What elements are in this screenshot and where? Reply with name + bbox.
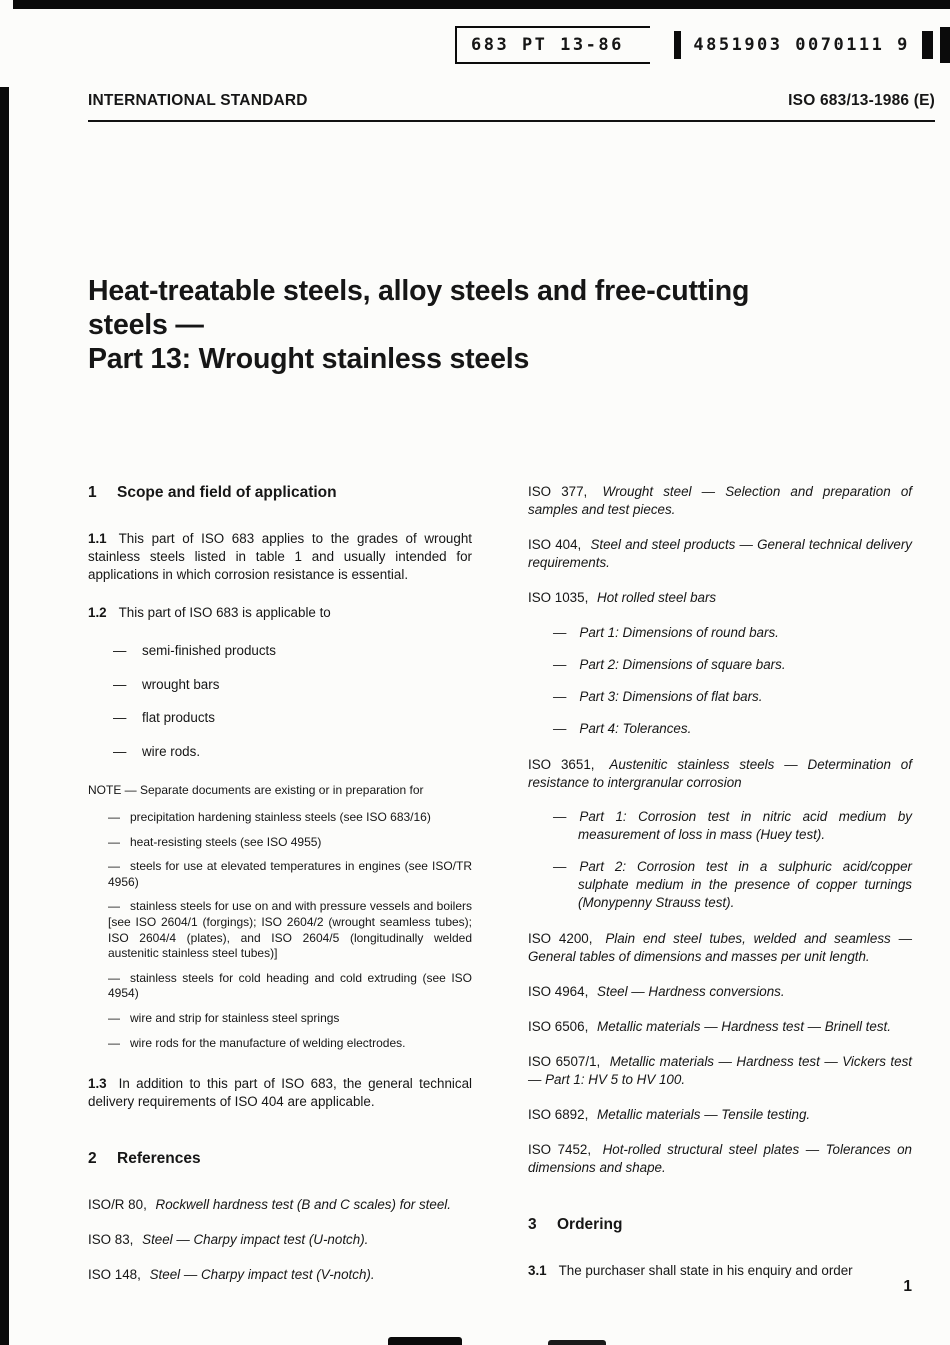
dash-bullet: — (113, 710, 127, 726)
reference-parts-list (528, 624, 912, 738)
note-block (88, 783, 472, 1051)
scan-artifact-bottom-mark (388, 1337, 462, 1345)
note-item-text: wire and strip for stainless steel springs (130, 1010, 340, 1025)
section-2-number: 2 (88, 1150, 97, 1168)
list-item-text: wrought bars (142, 676, 220, 692)
clause-1-3-number: 1.3 (88, 1076, 107, 1092)
clause-3-1-text: The purchaser shall state in his enquiry and order (558, 1262, 853, 1278)
reference-part (553, 808, 912, 844)
reference-title: Steel — Hardness conversions. (597, 984, 785, 1000)
reference-code: ISO 3651, (528, 756, 595, 772)
dash-bullet: — (553, 720, 567, 736)
right-column (528, 483, 912, 1301)
dash-bullet: — (553, 656, 567, 672)
clause-1-2 (88, 604, 472, 622)
reference-code: ISO/R 80, (88, 1196, 147, 1212)
reference-code: ISO 4200, (528, 931, 593, 947)
note-item (88, 899, 472, 961)
scan-artifact-top-edge (13, 0, 950, 9)
scan-artifact-left-edge (0, 87, 9, 1345)
list-item (113, 743, 472, 761)
header-standard-number: ISO 683/13-1986 (E) (788, 92, 935, 109)
reference-entry (88, 1231, 472, 1249)
document-code-header (455, 26, 950, 64)
barcode-mark-left (674, 31, 682, 59)
page-number: 1 (903, 1278, 912, 1295)
reference-parts-list (528, 808, 912, 912)
left-column (88, 483, 472, 1301)
dash-bullet: — (108, 859, 120, 874)
note-item (88, 810, 472, 826)
dash-bullet: — (108, 1010, 120, 1025)
reference-part (553, 624, 912, 642)
reference-code: ISO 6506, (528, 1019, 589, 1035)
reference-entry (88, 1196, 472, 1214)
reference-entry (528, 483, 912, 519)
list-item (113, 709, 472, 727)
reference-code: ISO 4964, (528, 984, 589, 1000)
clause-3-1-number: 3.1 (528, 1262, 547, 1278)
document-code-left: 683 PT 13-86 (471, 35, 624, 55)
list-item-text: wire rods. (142, 744, 201, 760)
header-rule (88, 120, 935, 122)
list-item (113, 676, 472, 694)
dash-bullet: — (108, 809, 120, 824)
dash-bullet: — (108, 1035, 120, 1050)
reference-code: ISO 404, (528, 536, 582, 552)
list-item (113, 642, 472, 660)
clause-1-3 (88, 1075, 472, 1111)
reference-code: ISO 6892, (528, 1106, 589, 1122)
reference-title: Hot rolled steel bars (597, 589, 717, 605)
reference-part-text: Part 2: Dimensions of square bars. (579, 656, 786, 672)
reference-title: Steel — Charpy impact test (U-notch). (142, 1231, 369, 1247)
section-1-title: Scope and field of application (117, 484, 337, 501)
reference-entry (528, 756, 912, 792)
clause-1-2-text: This part of ISO 683 is applicable to (118, 604, 331, 620)
dash-bullet: — (113, 744, 127, 760)
section-1-heading (88, 483, 472, 504)
body-columns (88, 483, 912, 1301)
dash-bullet: — (553, 809, 567, 825)
dash-bullet: — (113, 642, 127, 658)
document-code-box (455, 26, 650, 64)
reference-part-text: Part 2: Corrosion test in a sulphuric acid/copper sulphate medium in the presence of copper turnings (Monypenny Strauss test). (578, 859, 912, 911)
clause-1-3-text: In addition to this part of ISO 683, the general technical delivery requirements of ISO 404 are applicable. (88, 1076, 472, 1110)
reference-entry (528, 1018, 912, 1036)
dash-bullet: — (108, 834, 120, 849)
reference-part (553, 656, 912, 674)
dash-bullet: — (553, 624, 567, 640)
reference-title: Metallic materials — Hardness test — Vickers test — Part 1: HV 5 to HV 100. (528, 1054, 912, 1088)
clause-1-1 (88, 530, 472, 584)
reference-code: ISO 83, (88, 1231, 134, 1247)
note-item (88, 1011, 472, 1027)
reference-entry (528, 930, 912, 966)
title-line-3: Part 13: Wrought stainless steels (88, 343, 530, 376)
note-item-text: steels for use at elevated temperatures in engines (see ISO/TR 4956) (108, 859, 472, 889)
reference-title: Metallic materials — Hardness test — Brinell test. (597, 1019, 891, 1035)
reference-title: Wrought steel — Selection and preparation of samples and test pieces. (528, 484, 912, 517)
reference-title: Steel — Charpy impact test (V-notch). (149, 1266, 375, 1282)
document-title (88, 274, 848, 377)
page-header (88, 92, 935, 110)
reference-entry (88, 1266, 472, 1284)
barcode-mark-right (922, 31, 933, 59)
reference-entry (528, 1106, 912, 1124)
dash-bullet: — (553, 859, 567, 875)
note-item-text: precipitation hardening stainless steels (see ISO 683/16) (130, 809, 431, 824)
reference-title: Austenitic stainless steels — Determination of resistance to intergranular corrosion (528, 756, 912, 790)
reference-part-text: Part 1: Corrosion test in nitric acid medium by measurement of loss in mass (Huey test). (578, 809, 912, 843)
barcode-mark-edge (940, 27, 950, 63)
reference-code: ISO 148, (88, 1266, 141, 1282)
note-item (88, 971, 472, 1002)
reference-code: ISO 377, (528, 484, 588, 499)
note-item (88, 1036, 472, 1052)
note-intro: NOTE — Separate documents are existing or in preparation for (88, 783, 424, 798)
section-3-heading (528, 1215, 912, 1236)
note-item-text: stainless steels for use on and with pressure vessels and boilers [see ISO 2604/1 (forgings); ISO 2604/2 (wrought seamless tubes); ISO 2604/4 (plates), and ISO 2604/5 (longitudinally welded austenitic stainless steel tubes)] (108, 899, 472, 961)
list-item-text: semi-finished products (142, 642, 276, 658)
clause-1-1-text: This part of ISO 683 applies to the grades of wrought stainless steels listed in table 1 and usually intended for applications in which corrosion resistance is essential. (88, 530, 472, 582)
reference-title: Steel and steel products — General technical delivery requirements. (528, 536, 912, 570)
section-2-title: References (117, 1150, 201, 1168)
clause-1-2-number: 1.2 (88, 604, 107, 620)
reference-part (553, 858, 912, 912)
dash-bullet: — (108, 899, 120, 914)
section-3-number: 3 (528, 1215, 537, 1233)
document-code-right: 4851903 0070111 9 (693, 35, 910, 55)
clause-3-1 (528, 1262, 912, 1280)
reference-entry (528, 1053, 912, 1089)
reference-title: Metallic materials — Tensile testing. (597, 1106, 811, 1122)
reference-entry (528, 536, 912, 572)
scan-artifact-bottom-mark-2 (548, 1340, 606, 1345)
products-list (88, 642, 472, 762)
section-2-heading (88, 1149, 472, 1170)
reference-title: Rockwell hardness test (B and C scales) for steel. (155, 1196, 451, 1212)
clause-1-1-number: 1.1 (88, 530, 107, 546)
dash-bullet: — (553, 688, 567, 704)
reference-entry (528, 589, 912, 607)
reference-title: Hot-rolled structural steel plates — Tolerances on dimensions and shape. (528, 1141, 912, 1175)
note-item (88, 835, 472, 851)
dash-bullet: — (108, 970, 120, 985)
reference-code: ISO 6507/1, (528, 1054, 601, 1070)
reference-code: ISO 7452, (528, 1141, 592, 1157)
title-line-2: steels — (88, 309, 204, 342)
note-item (88, 859, 472, 890)
reference-entry (528, 1141, 912, 1177)
list-item-text: flat products (142, 710, 215, 726)
reference-part (553, 688, 912, 706)
reference-part-text: Part 4: Tolerances. (579, 720, 692, 736)
reference-part-text: Part 3: Dimensions of flat bars. (579, 688, 763, 704)
header-standard-label: INTERNATIONAL STANDARD (88, 92, 308, 109)
reference-part (553, 720, 912, 738)
dash-bullet: — (113, 676, 127, 692)
note-item-text: wire rods for the manufacture of welding electrodes. (130, 1035, 406, 1050)
reference-code: ISO 1035, (528, 589, 589, 605)
reference-title: Plain end steel tubes, welded and seamless — General tables of dimensions and masses per unit length. (528, 931, 912, 965)
note-item-text: stainless steels for cold heading and cold extruding (see ISO 4954) (108, 970, 472, 1001)
reference-part-text: Part 1: Dimensions of round bars. (579, 624, 779, 640)
title-line-1: Heat-treatable steels, alloy steels and free-cutting (88, 275, 750, 307)
section-1-number: 1 (88, 484, 97, 501)
section-3-title: Ordering (557, 1215, 623, 1233)
note-item-text: heat-resisting steels (see ISO 4955) (130, 834, 322, 849)
reference-entry (528, 983, 912, 1001)
